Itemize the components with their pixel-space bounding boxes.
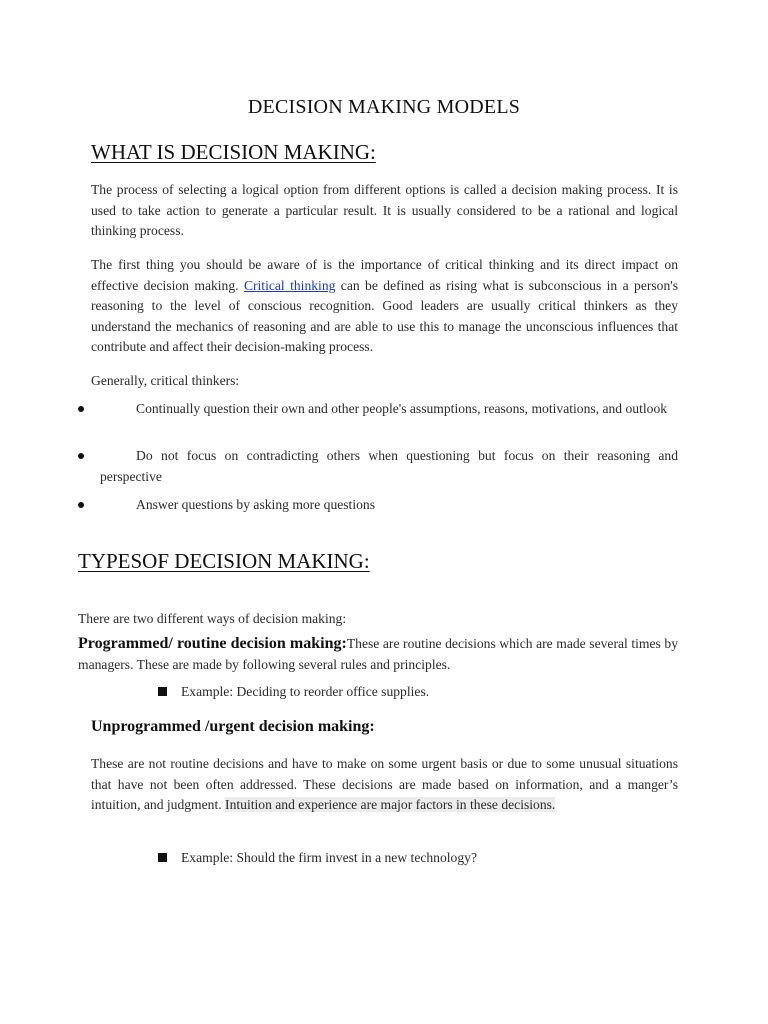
programmed-example: Example: Deciding to reorder office supplies. (181, 684, 430, 699)
types-intro: There are two different ways of decision making: (78, 611, 347, 626)
programmed-text: These are routine decisions which are made several times by managers. These are made by following several rules and principles. (78, 636, 678, 672)
highlighted-text: Intuition and experience are major factors in these decisions. (225, 797, 556, 813)
unprogrammed-paragraph (91, 754, 678, 816)
square-bullet-icon (158, 687, 167, 696)
list-item-text: Continually question their own and other people's assumptions, reasons, motivations, and outlook (136, 401, 668, 416)
paragraph-definition: The process of selecting a logical option from different options is called a decision making process. It is used to take action to generate a particular result. It is usually considered to be a rational and logical thinking process. (91, 182, 678, 239)
bullet-intro: Generally, critical thinkers: (91, 373, 240, 388)
unprogrammed-heading: Unprogrammed /urgent decision making: (91, 718, 375, 735)
list-item (78, 398, 678, 440)
unprogrammed-text: These are not routine decisions and have to make on some urgent basis or due to some unusual situations that have not been often addressed. These decisions are made based on information, and a manger’s intuition, and judgment. (91, 756, 678, 813)
paragraph-critical-thinking (91, 255, 678, 358)
bullet-icon (78, 453, 84, 459)
unprogrammed-example: Example: Should the firm invest in a new technology? (181, 850, 477, 865)
bullet-icon (78, 502, 84, 508)
critical-thinking-link[interactable]: Critical thinking (243, 277, 336, 293)
square-bullet-icon (158, 853, 167, 862)
list-item (78, 445, 678, 487)
list-item (78, 494, 678, 515)
section-heading-what-is: WHAT IS DECISION MAKING: (91, 140, 376, 164)
programmed-label: Programmed/ routine decision making: (78, 635, 347, 652)
document-title: DECISION MAKING MODELS (247, 96, 521, 118)
list-item-text: Do not focus on contradicting others when questioning but focus on their reasoning and perspective (100, 448, 678, 484)
section-heading-types: TYPESOF DECISION MAKING: (78, 549, 370, 573)
paragraph-text: The first thing you should be aware of is the importance of critical thinking and its direct impact on effective decision making. (91, 257, 678, 293)
list-item-text: Answer questions by asking more questions (136, 497, 375, 512)
bullet-icon (78, 406, 84, 412)
programmed-paragraph (78, 634, 678, 675)
paragraph-text: can be defined as rising what is subconscious in a person's reasoning to the level of conscious recognition. Good leaders are usually critical thinkers as they understand the mechanics of reasoning and are able to use this to manage the unconscious influences that contribute and affect their decision-making process. (91, 277, 679, 355)
